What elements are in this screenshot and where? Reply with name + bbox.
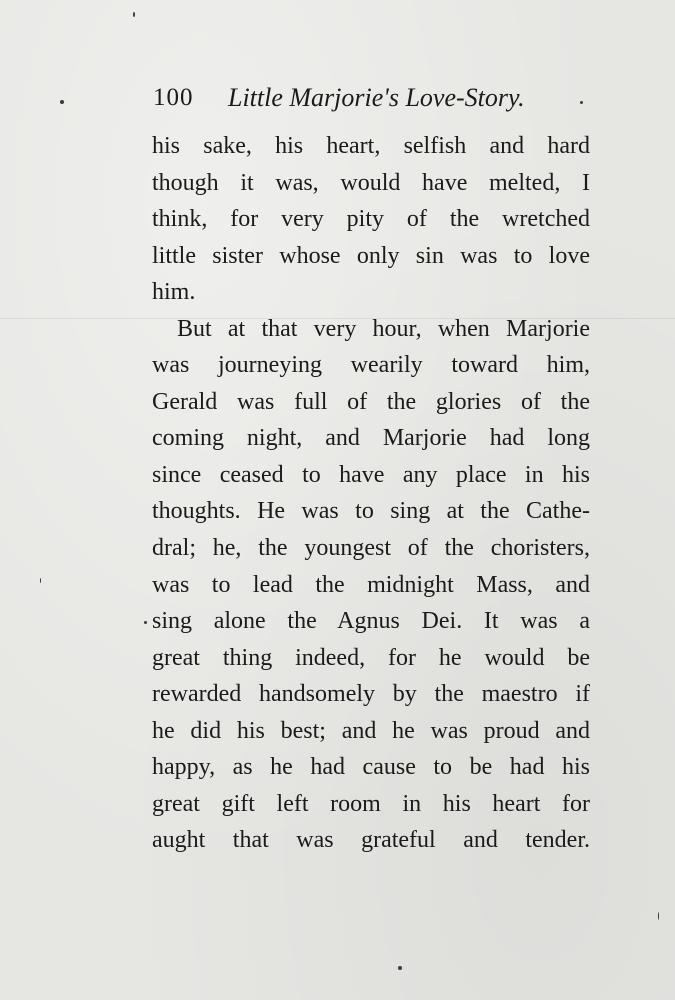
scan-speck: [580, 101, 583, 104]
text-line: he did his best; and he was proud and: [152, 717, 590, 744]
page-header: [153, 80, 593, 116]
scan-speck: [658, 912, 659, 920]
text-line: thoughts. He was to sing at the Cathe-: [152, 498, 590, 525]
scan-speck: [40, 578, 41, 583]
text-line: him.: [152, 279, 196, 306]
text-line: was to lead the midnight Mass, and: [152, 571, 590, 598]
scan-speck: [133, 12, 135, 17]
text-line: think, for very pity of the wretched: [152, 206, 590, 233]
text-line: since ceased to have any place in his: [152, 461, 590, 488]
text-line: aught that was grateful and tender.: [152, 827, 590, 854]
body-text: [152, 128, 590, 859]
text-line: though it was, would have melted, I: [152, 169, 590, 196]
page-number: 100: [153, 84, 194, 111]
text-line: happy, as he had cause to be had his: [152, 754, 590, 781]
text-line: rewarded handsomely by the maestro if: [152, 681, 590, 708]
running-title: Little Marjorie's Love-Story.: [228, 83, 525, 112]
scan-speck: [144, 621, 147, 624]
text-line: dral; he, the youngest of the choristers,: [152, 535, 590, 562]
scan-speck: [398, 966, 402, 970]
text-line: Gerald was full of the glories of the: [152, 388, 590, 415]
scan-speck: [60, 100, 64, 104]
text-line: great thing indeed, for he would be: [152, 644, 590, 671]
text-line: great gift left room in his heart for: [152, 790, 590, 817]
text-line: coming night, and Marjorie had long: [152, 425, 590, 452]
text-line: his sake, his heart, selfish and hard: [152, 133, 590, 159]
text-line: little sister whose only sin was to love: [152, 242, 590, 269]
text-line: But at that very hour, when Marjorie: [177, 315, 590, 342]
text-line: was journeying wearily toward him,: [152, 352, 590, 379]
text-line: sing alone the Agnus Dei. It was a: [152, 608, 590, 635]
